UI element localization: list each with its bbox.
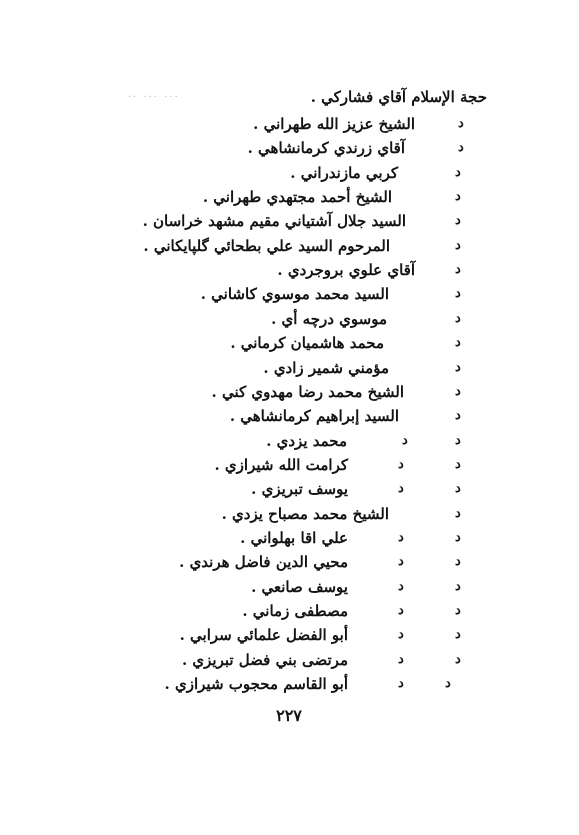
entry-marker: د xyxy=(398,554,404,570)
list-entry xyxy=(0,380,579,404)
list-entry xyxy=(0,477,579,501)
entry-name: محيي الدين فاضل هرندي . xyxy=(179,553,348,572)
entry-name: آقاي زرندي كرمانشاهي . xyxy=(247,139,405,158)
list-entry xyxy=(0,112,579,136)
entry-marker: د xyxy=(455,408,461,424)
entry-marker-outer: د xyxy=(455,651,461,667)
entry-marker: د xyxy=(398,627,404,643)
list-entry xyxy=(0,258,579,282)
entry-marker: د xyxy=(398,603,404,618)
entry-marker: د xyxy=(398,481,404,497)
entry-marker-outer: د xyxy=(455,456,461,472)
entry-marker-outer: د xyxy=(455,578,461,594)
entry-name: أبو الفضل علمائي سرابي . xyxy=(179,626,348,645)
list-entry xyxy=(0,136,579,160)
entry-marker: د xyxy=(458,116,464,131)
entry-marker: د xyxy=(455,237,461,253)
list-entry xyxy=(0,526,579,550)
entry-marker-outer: د xyxy=(455,603,461,618)
list-entry xyxy=(0,356,579,380)
entry-name: يوسف تبريزي . xyxy=(251,480,348,499)
entry-marker: د xyxy=(455,335,461,351)
entry-name: آقاي علوي بروجردي . xyxy=(277,261,415,280)
entry-marker-outer: د xyxy=(455,627,461,643)
entry-marker: د xyxy=(455,213,461,229)
entry-marker-outer: د xyxy=(455,554,461,570)
list-entry xyxy=(0,282,579,306)
entry-marker: د xyxy=(455,286,461,302)
entry-name: مؤمني شمير زادي . xyxy=(263,358,389,377)
entry-marker-outer: د xyxy=(445,676,451,692)
entry-name: علي اقا بهلواني . xyxy=(240,528,348,547)
entry-name: موسوي درچه أي . xyxy=(271,309,387,328)
entry-marker: د xyxy=(455,359,461,375)
entry-marker: د xyxy=(398,529,404,545)
entry-marker: د xyxy=(455,164,461,180)
entry-name: الشيخ محمد رضا مهدوي كني . xyxy=(211,382,404,401)
list-entry xyxy=(0,648,579,672)
entry-name: أبو القاسم محجوب شيرازي . xyxy=(164,675,348,694)
entry-name: السيد إبراهيم كرمانشاهي . xyxy=(229,407,399,426)
list-entry xyxy=(0,623,579,647)
entry-marker: د xyxy=(398,456,404,472)
entry-marker: د xyxy=(455,505,461,521)
list-entry xyxy=(0,575,579,599)
entry-marker-outer: د xyxy=(455,529,461,545)
list-entry xyxy=(0,502,579,526)
entry-marker: د xyxy=(455,310,461,326)
entry-marker: د xyxy=(402,432,408,448)
page-number: ٢٢٧ xyxy=(276,706,302,725)
entry-name: محمد هاشميان كرماني . xyxy=(230,334,384,353)
entry-marker: د xyxy=(455,189,461,205)
entry-name: الشيخ أحمد مجتهدي طهراني . xyxy=(202,188,392,207)
list-entry xyxy=(0,429,579,453)
entry-name: الشيخ محمد مصباح يزدي . xyxy=(221,504,389,523)
list-entry xyxy=(0,550,579,574)
list-entry xyxy=(0,453,579,477)
page-heading: حجة الإسلام آقاي فشاركي . xyxy=(310,88,487,106)
list-entry xyxy=(0,161,579,185)
entry-name: المرحوم السيد علي بطحائي گلپايكاني . xyxy=(143,236,390,255)
entry-name: الشيخ عزيز الله طهراني . xyxy=(253,115,415,133)
entry-name: كربي مازندراني . xyxy=(290,163,398,182)
entry-marker: د xyxy=(398,676,404,692)
entry-name: مرتضى بني فضل تبريزي . xyxy=(181,650,348,669)
entry-marker: د xyxy=(398,651,404,667)
list-entry xyxy=(0,307,579,331)
list-entry xyxy=(0,404,579,428)
entry-name: السيد محمد موسوي كاشاني . xyxy=(200,285,389,304)
list-entry xyxy=(0,331,579,355)
entry-marker: د xyxy=(398,578,404,594)
entry-marker-outer: د xyxy=(455,481,461,497)
entry-name: محمد يزدي . xyxy=(266,431,347,450)
list-entry xyxy=(0,209,579,233)
entry-name: مصطفى زماني . xyxy=(242,602,348,620)
entry-name: السيد جلال آشتياني مقيم مشهد خراسان . xyxy=(142,212,406,231)
list-entry xyxy=(0,672,579,696)
list-entry xyxy=(0,599,579,623)
entry-name: يوسف صانعي . xyxy=(251,577,348,596)
entry-marker: د xyxy=(458,140,464,156)
entry-marker: د xyxy=(455,262,461,278)
list-entry xyxy=(0,234,579,258)
entry-name: كرامت الله شيرازي . xyxy=(214,455,348,474)
entry-marker: د xyxy=(455,383,461,399)
faint-dots: ·· ··· ··· xyxy=(128,92,180,103)
list-entry xyxy=(0,185,579,209)
entry-marker-outer: د xyxy=(455,432,461,448)
